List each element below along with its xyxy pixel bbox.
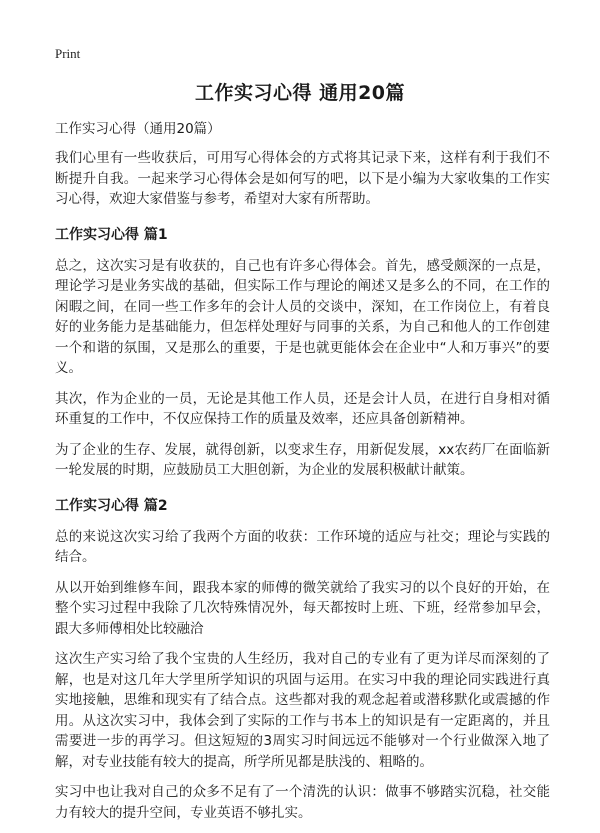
section-paragraph: 从以开始到维修车间，跟我本家的师傅的微笑就给了我实习的以个良好的开始，在整个实习过程中我除了几次特殊情况外，每天都按时上班、下班，经常参加早会，跟大多师傅相处比较融洽 <box>55 579 550 637</box>
section-paragraph: 这次生产实习给了我个宝贵的人生经历，我对自己的专业有了更为详尽而深刻的了解，也是对这几年大学里所学知识的巩固与运用。在实习中我的理论同实践进行真实地接触，思维和现实有了结合点。这些都对我的观念起着或潜移默化或震撼的作用。从这次实习中，我体会到了实际的工作与书本上的知识是有一定距离的，并且需要进一步的再学习。但这短短的3周实习时间远远不能够对一个行业做深入地了解，对专业技能有较大的提高，所学所见都是肤浅的、粗略的。 <box>55 651 550 770</box>
section-1 <box>55 224 550 481</box>
section-paragraph: 为了企业的生存、发展，就得创新，以变求生存，用新促发展，xx农药厂在面临新一轮发展的时期，应鼓励员工大胆创新，为企业的发展积极献计献策。 <box>55 441 550 478</box>
section-heading: 工作实习心得 篇2 <box>55 497 168 514</box>
intro-paragraph: 我们心里有一些收获后，可用写心得体会的方式将其记录下来，这样有利于我们不断提升自我。一起来学习心得体会是如何写的吧，以下是小编为大家收集的工作实习心得，欢迎大家借鉴与参考，希望对大家有所帮助。 <box>55 150 550 207</box>
section-paragraph: 其次，作为企业的一员，无论是其他工作人员，还是会计人员，在进行自身相对循环重复的工作中，不仅应保持工作的质量及效率，还应具备创新精神。 <box>55 390 550 427</box>
section-2 <box>55 495 550 824</box>
section-paragraph: 实习中也让我对自己的众多不足有了一个清洗的认识：做事不够踏实沉稳，社交能力有较大的提升空间，专业英语不够扎实。 <box>55 784 550 821</box>
document-subtitle: 工作实习心得（通用20篇） <box>55 121 221 137</box>
section-paragraph: 总的来说这次实习给了我两个方面的收获：工作环境的适应与社交；理论与实践的结合。 <box>55 528 550 565</box>
document-body <box>55 118 550 833</box>
print-link[interactable]: Print <box>55 46 81 61</box>
section-heading: 工作实习心得 篇1 <box>55 226 168 243</box>
section-paragraph: 总之，这次实习是有收获的，自己也有许多心得体会。首先，感受颇深的一点是，理论学习是业务实战的基础，但实际工作与理论的阐述又是多么的不同，在工作的闲暇之间，在同一些工作多年的会计人员的交谈中，深知，在工作岗位上，有着良好的业务能力是基础能力，但怎样处理好与同事的关系，为自己和他人的工作创建一个和谐的氛围，又是那么的重要，于是也就更能体会在企业中“人和万事兴”的要义。 <box>55 257 550 376</box>
document-title: 工作实习心得 通用20篇 <box>194 82 406 104</box>
